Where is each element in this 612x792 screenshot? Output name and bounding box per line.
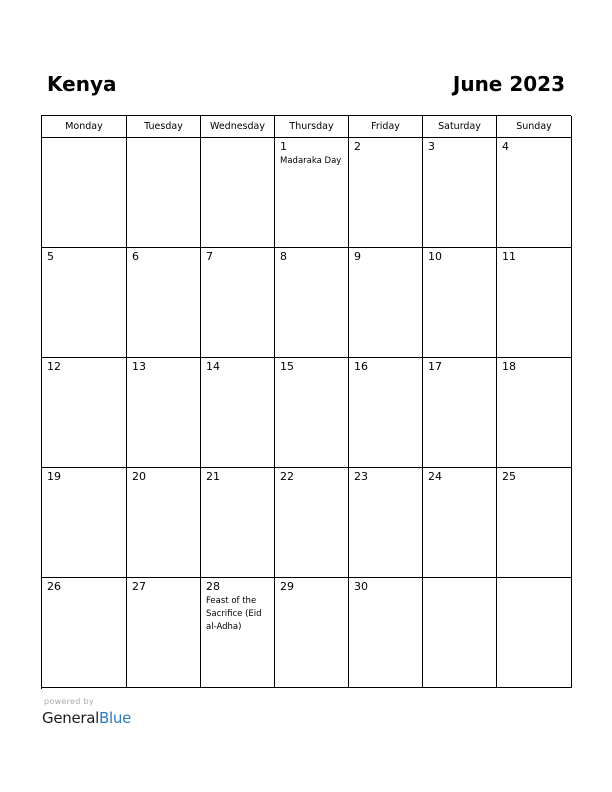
calendar-day-cell — [497, 358, 572, 468]
day-number: 23 — [354, 470, 368, 483]
month-year-title: June 2023 — [452, 72, 565, 96]
holiday-label: Madaraka Day — [280, 156, 342, 166]
calendar-day-cell — [127, 578, 201, 688]
day-number: 10 — [428, 250, 442, 263]
day-number: 9 — [354, 250, 361, 263]
calendar-day-cell — [497, 468, 572, 578]
calendar-grid — [41, 115, 571, 689]
calendar-day-cell — [497, 248, 572, 358]
calendar-day-cell — [201, 138, 275, 248]
day-number: 18 — [502, 360, 516, 373]
calendar-day-cell — [42, 578, 127, 688]
calendar-day-cell — [497, 138, 572, 248]
day-number: 1 — [280, 140, 287, 153]
calendar-day-cell — [423, 468, 497, 578]
calendar-day-cell — [349, 358, 423, 468]
day-number: 12 — [47, 360, 61, 373]
day-number: 21 — [206, 470, 220, 483]
weekday-header-tuesday: Tuesday — [127, 116, 201, 138]
calendar-day-cell — [127, 358, 201, 468]
day-number: 17 — [428, 360, 442, 373]
day-number: 28 — [206, 580, 220, 593]
weekday-header-monday: Monday — [42, 116, 127, 138]
day-number: 26 — [47, 580, 61, 593]
calendar-day-cell — [201, 578, 275, 688]
day-number: 8 — [280, 250, 287, 263]
calendar-day-cell — [275, 578, 349, 688]
weekday-header-friday: Friday — [349, 116, 423, 138]
calendar-day-cell — [349, 138, 423, 248]
calendar-day-cell — [349, 248, 423, 358]
calendar-day-cell — [275, 358, 349, 468]
calendar-day-cell — [497, 578, 572, 688]
day-number: 19 — [47, 470, 61, 483]
calendar-day-cell — [42, 248, 127, 358]
day-number: 25 — [502, 470, 516, 483]
day-number: 20 — [132, 470, 146, 483]
day-number: 24 — [428, 470, 442, 483]
day-number: 4 — [502, 140, 509, 153]
day-number: 22 — [280, 470, 294, 483]
calendar-day-cell — [349, 468, 423, 578]
calendar-day-cell — [201, 358, 275, 468]
calendar-day-cell — [127, 468, 201, 578]
day-number: 30 — [354, 580, 368, 593]
calendar-day-cell — [349, 578, 423, 688]
day-number: 15 — [280, 360, 294, 373]
day-number: 16 — [354, 360, 368, 373]
calendar-day-cell — [201, 468, 275, 578]
powered-by-label: powered by — [44, 697, 94, 706]
day-number: 27 — [132, 580, 146, 593]
calendar-day-cell — [42, 138, 127, 248]
calendar-day-cell — [275, 138, 349, 248]
calendar-day-cell — [275, 248, 349, 358]
calendar-day-cell — [42, 468, 127, 578]
day-number: 13 — [132, 360, 146, 373]
day-number: 7 — [206, 250, 213, 263]
calendar-day-cell — [423, 358, 497, 468]
day-number: 3 — [428, 140, 435, 153]
calendar-day-cell — [423, 138, 497, 248]
weekday-header-wednesday: Wednesday — [201, 116, 275, 138]
country-title: Kenya — [47, 72, 117, 96]
day-number: 14 — [206, 360, 220, 373]
weekday-header-sunday: Sunday — [497, 116, 572, 138]
calendar-day-cell — [42, 358, 127, 468]
weekday-header-saturday: Saturday — [423, 116, 497, 138]
calendar-day-cell — [201, 248, 275, 358]
calendar-day-cell — [127, 138, 201, 248]
generalblue-logo — [42, 708, 131, 728]
day-number: 11 — [502, 250, 516, 263]
weekday-header-thursday: Thursday — [275, 116, 349, 138]
calendar-day-cell — [275, 468, 349, 578]
calendar-day-cell — [423, 578, 497, 688]
brand-general-text: General — [42, 709, 100, 727]
calendar-day-cell — [423, 248, 497, 358]
day-number: 29 — [280, 580, 294, 593]
day-number: 6 — [132, 250, 139, 263]
day-number: 2 — [354, 140, 361, 153]
brand-blue-text: Blue — [99, 709, 132, 727]
calendar-day-cell — [127, 248, 201, 358]
day-number: 5 — [47, 250, 54, 263]
holiday-label: Feast of the Sacrifice (Eid al-Adha) — [206, 596, 262, 632]
